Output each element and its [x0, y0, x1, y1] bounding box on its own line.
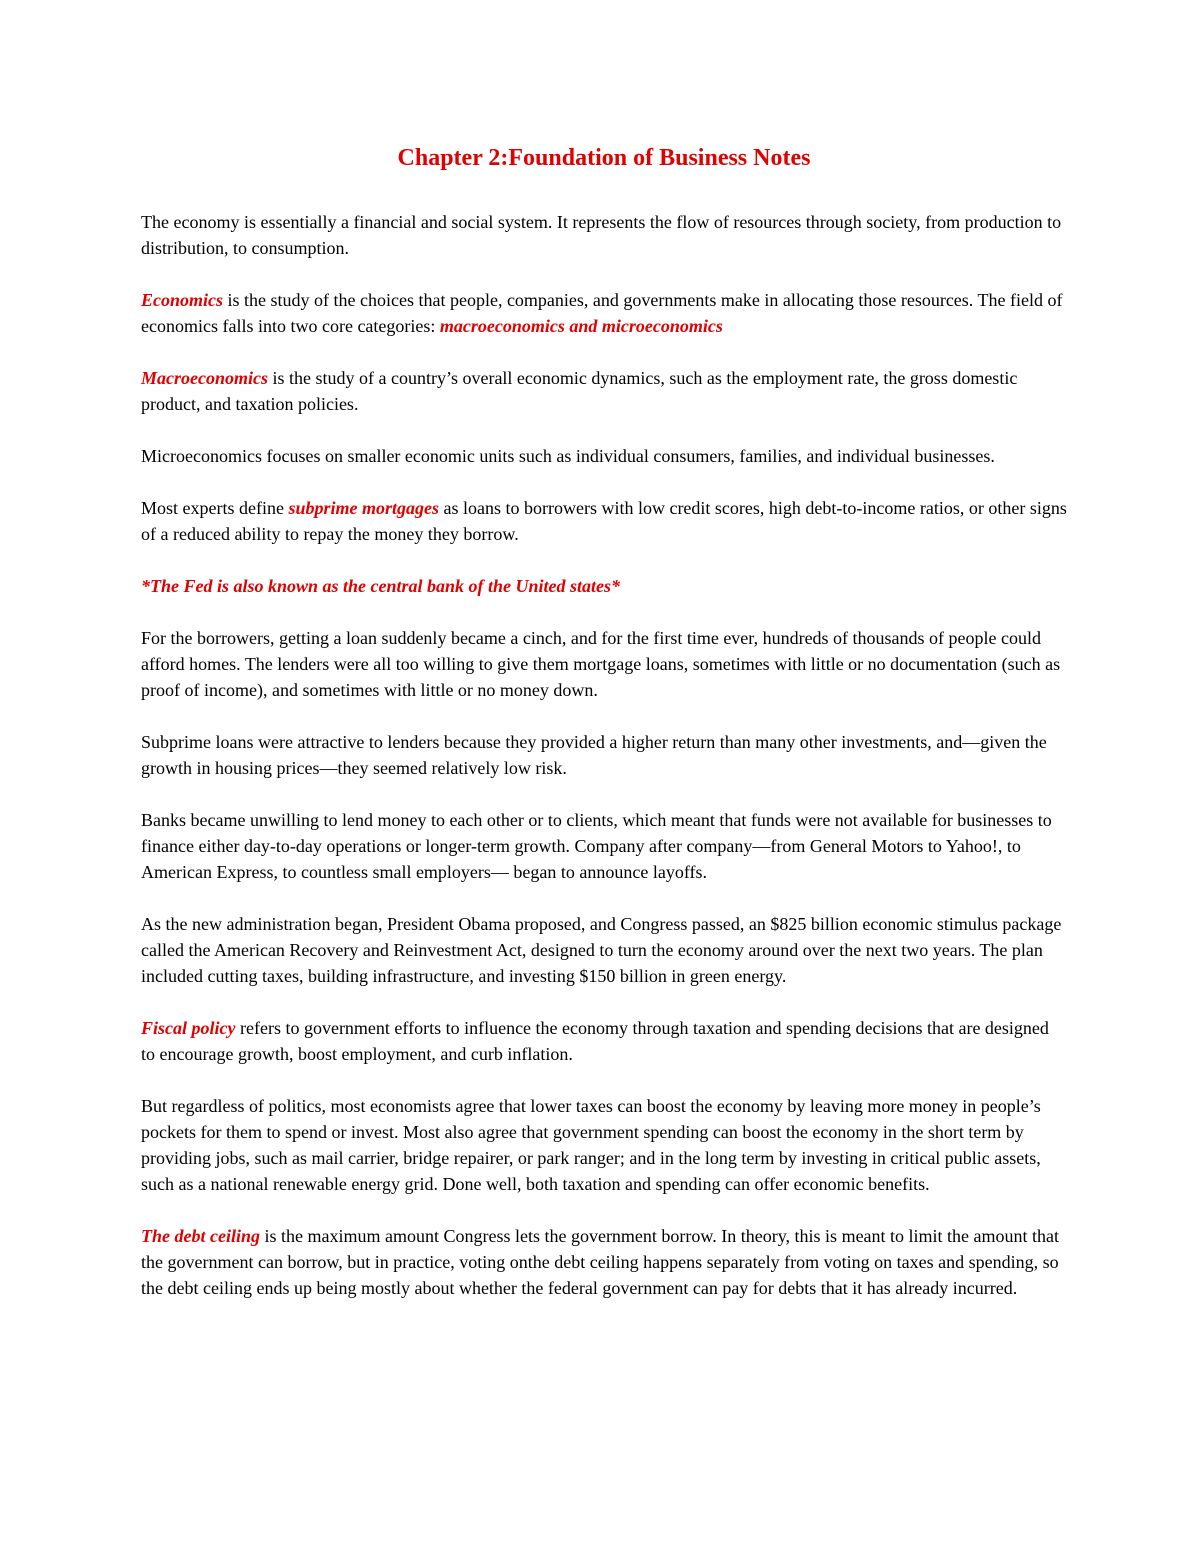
- paragraph-text: is the study of the choices that people, companies, and governments make in allocating those resources. The field of economics falls into two core categories:: [141, 290, 1063, 336]
- paragraph-banks: [141, 807, 1067, 885]
- term-debt-ceiling: The debt ceiling: [141, 1226, 260, 1246]
- paragraph-lead: Most experts define: [141, 498, 289, 518]
- paragraph-text: is the study of a country’s overall economic dynamics, such as the employment rate, the gross domestic product, and taxation policies.: [141, 368, 1018, 414]
- paragraph-text: is the maximum amount Congress lets the government borrow. In theory, this is meant to limit the amount that the government can borrow, but in practice, voting onthe debt ceiling happens separately from voting on taxes and spending, so the debt ceiling ends up being mostly about whether the federal government can pay for debts that it has already incurred.: [141, 1226, 1060, 1298]
- fed-note: *The Fed is also known as the central bank of the United states*: [141, 576, 621, 596]
- paragraph-text: Banks became unwilling to lend money to each other or to clients, which meant that funds were not available for businesses to finance either day-to-day operations or longer-term growth. Company after company—from General Motors to Yahoo!, to American Express, to countless small employers— began to announce layoffs.: [141, 810, 1052, 882]
- page-title: Chapter 2:Foundation of Business Notes: [397, 145, 811, 171]
- paragraph-text: Subprime loans were attractive to lenders because they provided a higher return than many other investments, and—given the growth in housing prices—they seemed relatively low risk.: [141, 732, 1047, 778]
- paragraph-text: refers to government efforts to influence the economy through taxation and spending decisions that are designed to encourage growth, boost employment, and curb inflation.: [141, 1018, 1049, 1064]
- paragraph-text: The economy is essentially a financial and social system. It represents the flow of resources through society, from production to distribution, to consumption.: [141, 212, 1062, 258]
- paragraph-text: Microeconomics focuses on smaller economic units such as individual consumers, families, and individual businesses.: [141, 446, 995, 466]
- paragraph-subprime-loans: [141, 729, 1067, 781]
- term-subprime-mortgages: subprime mortgages: [288, 498, 439, 518]
- paragraph-fiscal-policy: [141, 1015, 1067, 1067]
- term-economics: Economics: [141, 290, 224, 310]
- paragraph-fed-note: [141, 573, 1067, 599]
- paragraph-borrowers: [141, 625, 1067, 703]
- term-fiscal-policy: Fiscal policy: [141, 1018, 236, 1038]
- paragraph-text: As the new administration began, President Obama proposed, and Congress passed, an $825 billion economic stimulus package called the American Recovery and Reinvestment Act, designed to turn the economy around over the next two years. The plan included cutting taxes, building infrastructure, and investing $150 billion in green energy.: [141, 914, 1062, 986]
- paragraph-subprime: [141, 495, 1067, 547]
- paragraph-microeconomics: [141, 443, 1067, 469]
- paragraph-politics: [141, 1093, 1067, 1197]
- paragraph-economics: [141, 287, 1067, 339]
- paragraph-text: as loans to borrowers with low credit scores, high debt-to-income ratios, or other signs of a reduced ability to repay the money they borrow.: [141, 498, 1067, 544]
- paragraph-text: For the borrowers, getting a loan suddenly became a cinch, and for the first time ever, hundreds of thousands of people could afford homes. The lenders were all too willing to give them mortgage loans, sometimes with little or no documentation (such as proof of income), and sometimes with little or no money down.: [141, 628, 1061, 700]
- term-macroeconomics: Macroeconomics: [141, 368, 268, 388]
- paragraph-economy: [141, 209, 1067, 261]
- paragraph-macroeconomics: [141, 365, 1067, 417]
- paragraph-debt-ceiling: [141, 1223, 1067, 1301]
- paragraph-text: But regardless of politics, most economists agree that lower taxes can boost the economy by leaving more money in people’s pockets for them to spend or invest. Most also agree that government spending can boost the economy in the short term by providing jobs, such as mail carrier, bridge repairer, or park ranger; and in the long term by investing in critical public assets, such as a national renewable energy grid. Done well, both taxation and spending can offer economic benefits.: [141, 1096, 1041, 1194]
- document-page: [141, 138, 1067, 1327]
- term-macro-micro: macroeconomics and microeconomics: [439, 316, 723, 336]
- paragraph-stimulus: [141, 911, 1067, 989]
